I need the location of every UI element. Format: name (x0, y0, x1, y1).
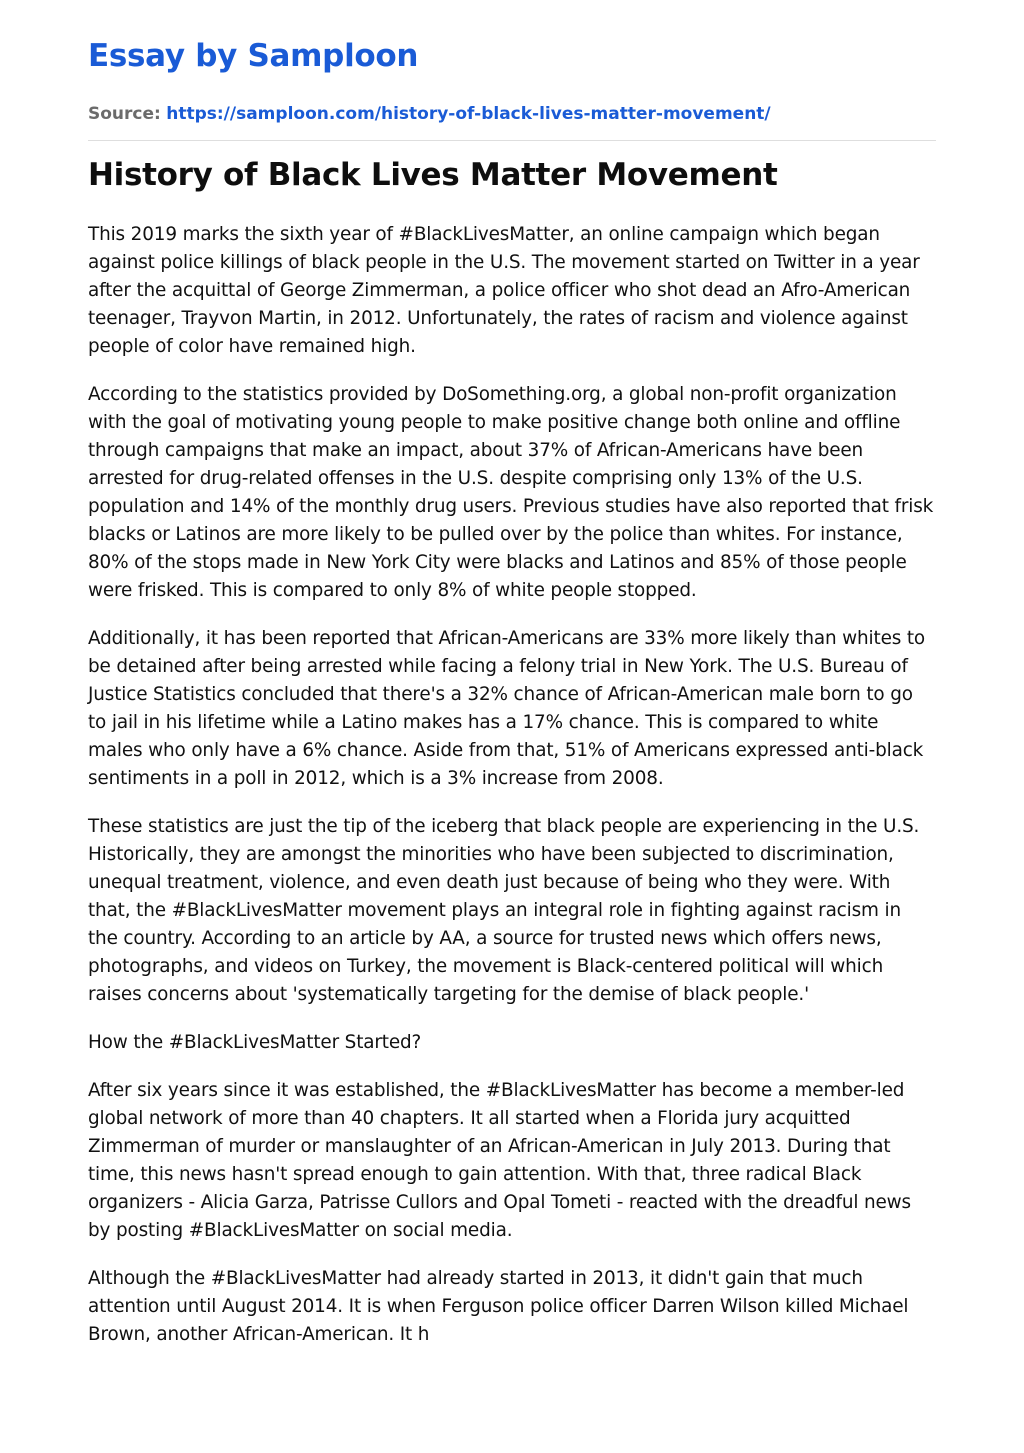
essay-page (88, 36, 936, 1369)
essay-title: History of Black Lives Matter Movement (88, 157, 778, 193)
essay-paragraph: Although the #BlackLivesMatter had already started in 2013, it didn't gain that much attention until August 2014. It is when Ferguson police officer Darren Wilson killed Michael Brown, another African-American. It h (88, 1268, 909, 1345)
essay-subheading: How the #BlackLivesMatter Started? (88, 1032, 422, 1053)
source-link[interactable]: https://samploon.com/history-of-black-lives-matter-movement/ (166, 104, 771, 124)
source-line (88, 102, 936, 126)
site-title: Essay by Samploon (88, 38, 419, 74)
source-label: Source: (88, 104, 161, 124)
essay-paragraph: After six years since it was established, the #BlackLivesMatter has become a member-led global network of more than 40 chapters. It all started when a Florida jury acquitted Zimmerman of murder or manslaughter of an African-American in July 2013. During that time, this news hasn't spread enough to gain attention. With that, three radical Black organizers - Alicia Garza, Patrisse Cullors and Opal Tometi - reacted with the dreadful news by posting #BlackLivesMatter on social media. (88, 1080, 911, 1241)
header-divider (88, 140, 936, 141)
essay-body (88, 221, 936, 1349)
essay-paragraph: These statistics are just the tip of the iceberg that black people are experiencing in the U.S. Historically, they are amongst the minorities who have been subjected to discrimination, unequal treatment, violence, and even death just because of being who they were. With that, the #BlackLivesMatter movement plays an integral role in fighting against racism in the country. According to an article by AA, a source for trusted news which offers news, photographs, and videos on Turkey, the movement is Black-centered political will which raises concerns about 'systematically targeting for the demise of black people.' (88, 816, 920, 1005)
essay-paragraph: According to the statistics provided by DoSomething.org, a global non-profit organization with the goal of motivating young people to make positive change both online and offline through campaigns that make an impact, about 37% of African-Americans have been arrested for drug-related offenses in the U.S. despite comprising only 13% of the U.S. population and 14% of the monthly drug users. Previous studies have also reported that frisk blacks or Latinos are more likely to be pulled over by the police than whites. For instance, 80% of the stops made in New York City were blacks and Latinos and 85% of those people were frisked. This is compared to only 8% of white people stopped. (88, 384, 934, 601)
essay-paragraph: This 2019 marks the sixth year of #BlackLivesMatter, an online campaign which began against police killings of black people in the U.S. The movement started on Twitter in a year after the acquittal of George Zimmerman, a police officer who shot dead an Afro-American teenager, Trayvon Martin, in 2012. Unfortunately, the rates of racism and violence against people of color have remained high. (88, 224, 920, 357)
essay-paragraph: Additionally, it has been reported that African-Americans are 33% more likely than whites to be detained after being arrested while facing a felony trial in New York. The U.S. Bureau of Justice Statistics concluded that there's a 32% chance of African-American male born to go to jail in his lifetime while a Latino makes has a 17% chance. This is compared to white males who only have a 6% chance. Aside from that, 51% of Americans expressed anti-black sentiments in a poll in 2012, which is a 3% increase from 2008. (88, 628, 926, 789)
